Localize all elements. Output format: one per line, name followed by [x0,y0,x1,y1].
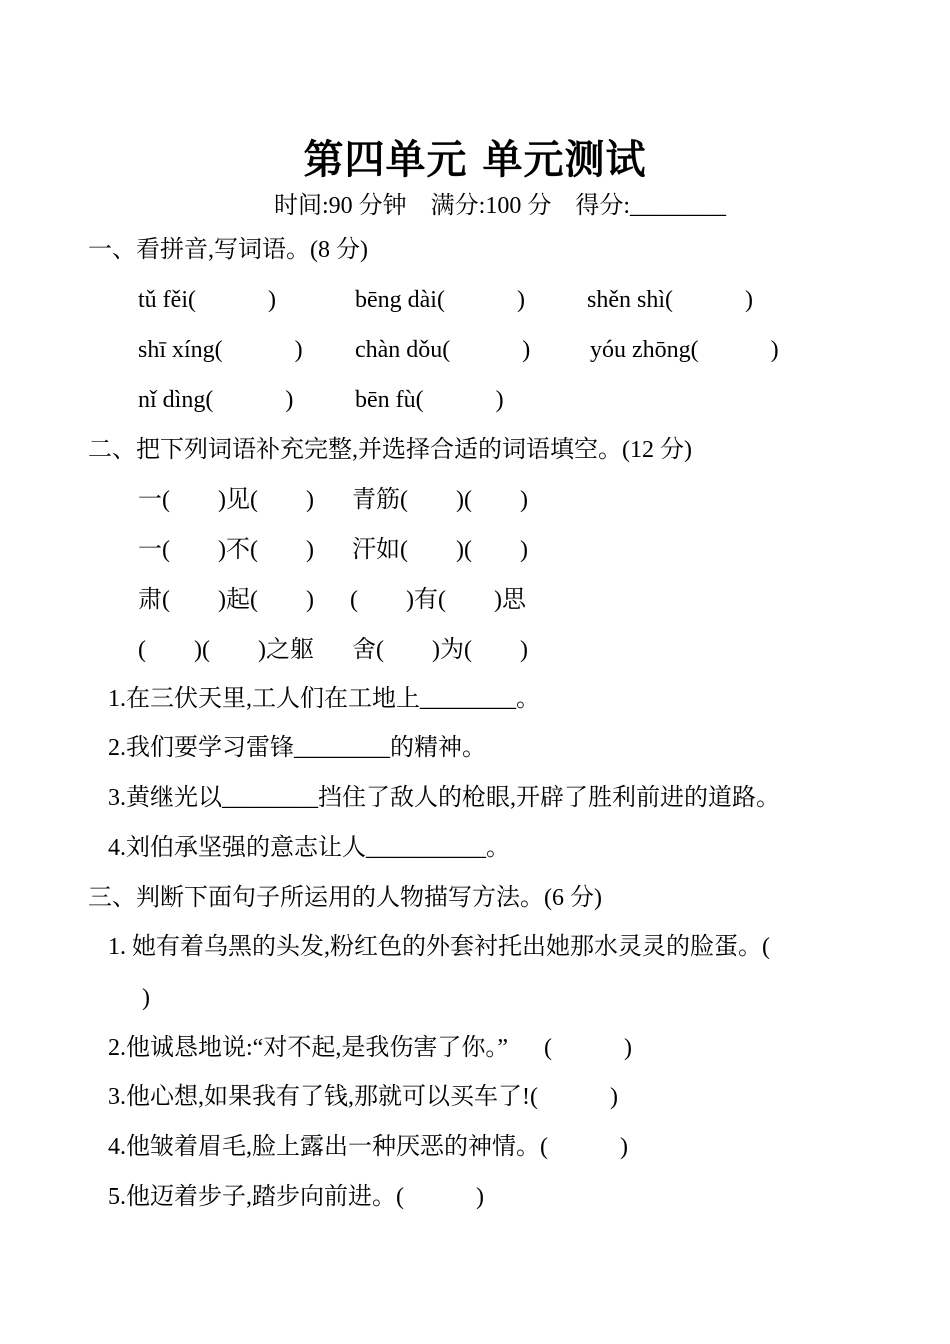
pinyin-item: chàn dǒu( ) [355,337,531,363]
idiom-item: 肃( )起( ) [138,587,314,613]
judge-question: 4.他皱着眉毛,脸上露出一种厌恶的神情。( ) [108,1134,628,1160]
fill-question: 4.刘伯承坚强的意志让人__________。 [108,835,510,861]
pinyin-item: tǔ fěi( ) [138,287,276,313]
idiom-item: 青筋( )( ) [352,487,528,513]
idiom-item: 一( )不( ) [138,537,314,563]
pinyin-item: bēng dài( ) [355,287,525,313]
pinyin-item: bēn fù( ) [355,387,504,413]
fill-question: 3.黄继光以________挡住了敌人的枪眼,开辟了胜利前进的道路。 [108,785,780,811]
idiom-item: 汗如( )( ) [352,537,528,563]
pinyin-item: nǐ dìng( ) [138,387,294,413]
judge-question: 5.他迈着步子,踏步向前进。( ) [108,1184,484,1210]
section3-heading: 三、判断下面句子所运用的人物描写方法。(6 分) [88,885,602,911]
idiom-item: ( )( )之躯 [138,637,314,663]
exam-meta: 时间:90 分钟 满分:100 分 得分:________ [273,193,726,219]
idiom-item: 舍( )为( ) [352,637,528,663]
fill-question: 2.我们要学习雷锋________的精神。 [108,735,486,761]
idiom-item: ( )有( )思 [350,587,526,613]
judge-question: 3.他心想,如果我有了钱,那就可以买车了!( ) [108,1084,618,1110]
judge-question-continuation: ) [142,985,150,1011]
section2-heading: 二、把下列词语补充完整,并选择合适的词语填空。(12 分) [88,437,692,463]
pinyin-item: shī xíng( ) [138,337,303,363]
page-title: 第四单元 单元测试 [303,137,647,183]
idiom-item: 一( )见( ) [138,487,314,513]
judge-question: 2.他诚恳地说:“对不起,是我伤害了你。” ( ) [108,1035,632,1061]
pinyin-item: shěn shì( ) [587,287,753,313]
section1-heading: 一、看拼音,写词语。(8 分) [88,237,368,263]
pinyin-item: yóu zhōng( ) [590,337,779,363]
judge-question: 1. 她有着乌黑的头发,粉红色的外套衬托出她那水灵灵的脸蛋。( [108,934,770,960]
fill-question: 1.在三伏天里,工人们在工地上________。 [108,686,540,712]
